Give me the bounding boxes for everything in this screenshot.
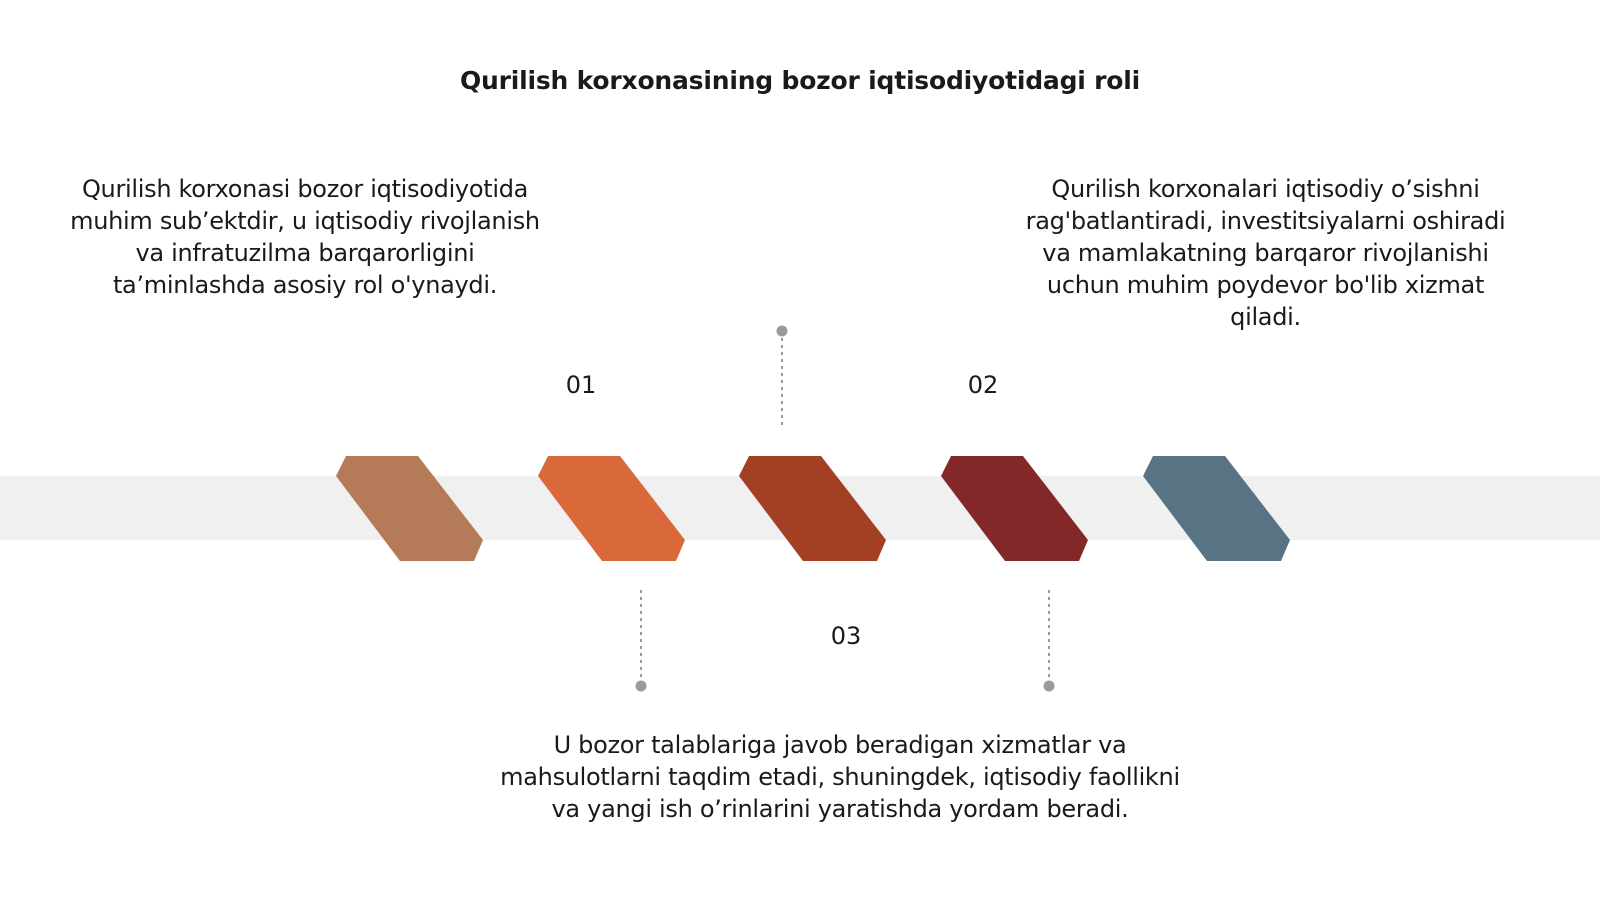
step-number-02: 02 xyxy=(967,371,999,399)
ribbon-shape-1 xyxy=(336,456,483,561)
ribbon-shape-4 xyxy=(941,456,1088,561)
step-text-02: Qurilish korxonalari iqtisodiy o’sishni rag'batlantiradi, investitsiyalarni oshiradi va mamlakatning barqaror rivojlanishi uchun muhim poydevor bo'lib xizmat qiladi. xyxy=(1025,175,1506,331)
step-text-01: Qurilish korxonasi bozor iqtisodiyotida muhim sub’ektdir, u iqtisodiy rivojlanish va infratuzilma barqarorligini ta’minlashda asosiy rol o'ynaydi. xyxy=(70,175,540,299)
step-text-03: U bozor talablariga javob beradigan xizmatlar va mahsulotlarni taqdim etadi, shuningdek, iqtisodiy faollikni va yangi ish o’rinlarini yaratishda yordam beradi. xyxy=(500,731,1180,823)
connector-dot xyxy=(777,326,788,337)
step-number-03: 03 xyxy=(830,622,862,650)
ribbon-shape-5 xyxy=(1143,456,1290,561)
step-number-01: 01 xyxy=(565,371,597,399)
connector-dot xyxy=(1044,681,1055,692)
connector-step-02 xyxy=(777,326,788,429)
connector-dot xyxy=(636,681,647,692)
connector-step-03 xyxy=(1044,590,1055,692)
connector-step-01 xyxy=(636,590,647,692)
ribbon-shape-2 xyxy=(538,456,685,561)
ribbon-shape-3 xyxy=(739,456,886,561)
diagram-title: Qurilish korxonasining bozor iqtisodiyotidagi roli xyxy=(459,66,1140,95)
